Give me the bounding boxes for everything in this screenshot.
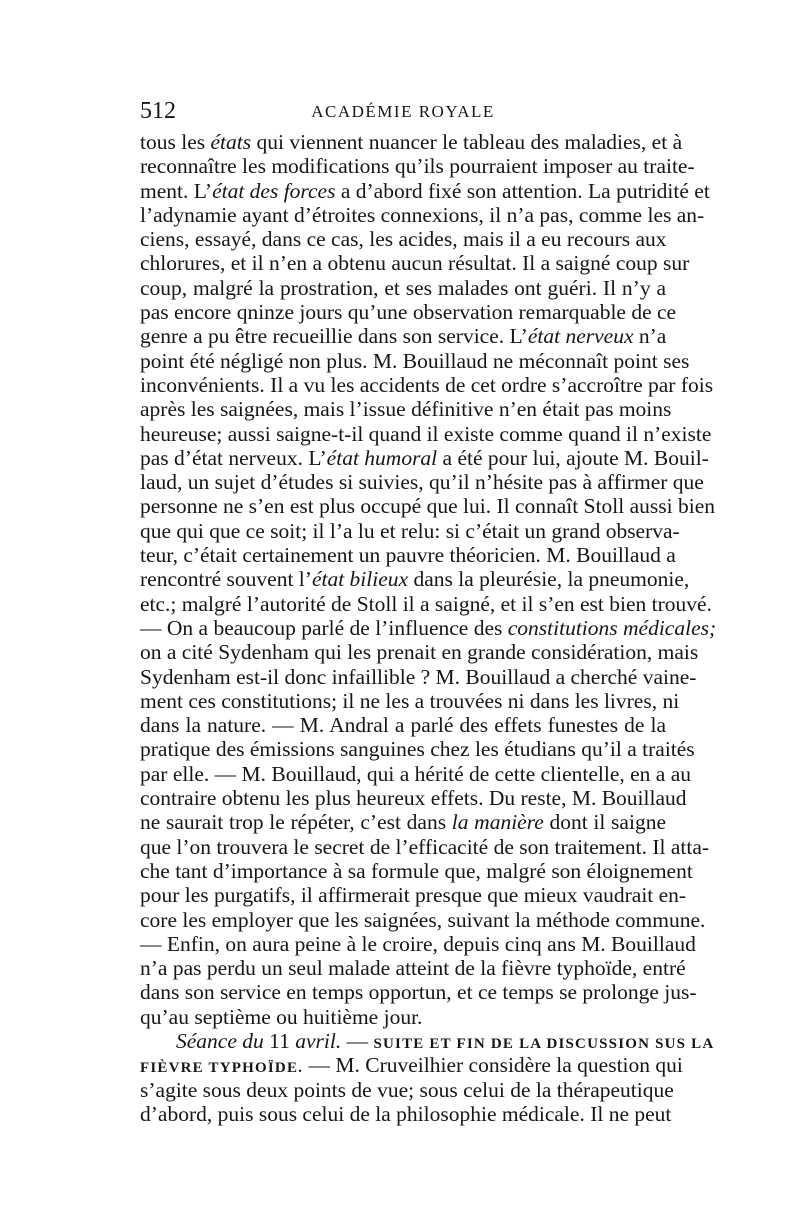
- text-segment: contraire obtenu les plus heureux effets. Du reste, M. Bouillaud: [140, 786, 687, 811]
- text-segment: qu’au septième ou huitième jour.: [140, 1004, 423, 1029]
- text-line: [140, 980, 697, 1005]
- italic-text: état nerveux: [527, 324, 634, 349]
- text-segment: heureuse; aussi saigne-t-il quand il existe comme quand il n’existe: [140, 421, 712, 446]
- text-line: [140, 591, 712, 616]
- text-line: [140, 300, 677, 325]
- text-segment: dont il saigne: [543, 810, 666, 835]
- italic-text: Séance du: [176, 1028, 264, 1053]
- text-line: [140, 786, 687, 811]
- text-line: [140, 883, 687, 908]
- small-caps-heading: SUITE ET FIN DE LA DISCUSSION SUS LA: [373, 1035, 715, 1052]
- text-line: [140, 1005, 666, 1029]
- text-segment: qui viennent nuancer le tableau des maladies, et à: [251, 130, 683, 154]
- text-line: [140, 130, 683, 154]
- text-segment: etc.; malgré l’autorité de Stoll il a saigné, et il s’en est bien trouvé.: [140, 591, 712, 616]
- text-line: [140, 372, 714, 397]
- page-number: 512: [140, 98, 176, 124]
- text-line: [140, 543, 676, 568]
- italic-text: états: [210, 130, 252, 154]
- text-segment: que l’on trouvera le secret de l’efficacité de son traitement. Il atta-: [140, 834, 710, 859]
- text-line: [140, 907, 706, 932]
- text-line: [140, 713, 666, 737]
- text-segment: dans son service en temps opportun, et ce temps se prolonge jus-: [140, 980, 697, 1005]
- text-segment: che tant d’importance à sa formule que, malgré son éloignement: [140, 858, 693, 883]
- text-segment: d’abord, puis sous celui de la philosophie médicale. Il ne peut: [140, 1101, 672, 1126]
- text-line: [140, 518, 680, 543]
- text-line: [140, 494, 715, 519]
- text-segment: pas d’état nerveux. L’: [140, 445, 327, 470]
- text-segment: inconvénients. Il a vu les accidents de cet ordre s’accroître par fois: [140, 372, 714, 397]
- running-head: [140, 96, 666, 130]
- text-line: [140, 397, 672, 422]
- text-segment: 11: [263, 1028, 296, 1053]
- text-segment: reconnaître les modifications qu’ils pourraient imposer au traite-: [140, 154, 695, 179]
- text-segment: —: [341, 1028, 374, 1053]
- text-line: [140, 615, 717, 640]
- text-segment: ciens, essayé, dans ce cas, les acides, mais il a eu recours aux: [140, 227, 667, 252]
- small-caps-heading: FIÈVRE TYPHOÏDE.: [140, 1060, 304, 1077]
- text-segment: n’a: [633, 324, 667, 349]
- text-line: [140, 1053, 683, 1078]
- text-segment: après les saignées, mais l’issue définitive n’en était pas moins: [140, 397, 672, 422]
- text-line: [140, 276, 666, 300]
- text-segment: genre a pu être recueillie dans son service. L’: [140, 324, 528, 349]
- text-segment: tous les: [140, 130, 211, 154]
- text-segment: pas encore qninze jours qu’une observation remarquable de ce: [140, 300, 677, 325]
- text-line: [140, 227, 666, 251]
- text-line: [140, 445, 709, 470]
- text-segment: coup, malgré la prostration, et ses malades ont guéri. Il n’y a: [140, 275, 666, 300]
- text-segment: ne saurait trop le répéter, c’est dans: [140, 810, 452, 835]
- text-segment: n’a pas perdu un seul malade atteint de la fièvre typhoïde, entré: [140, 956, 686, 981]
- text-segment: ment ces constitutions; il ne les a trouvées ni dans les livres, ni: [140, 688, 680, 713]
- text-segment: que qui que ce soit; il l’a lu et relu: si c’était un grand observa-: [140, 518, 680, 543]
- text-line: [140, 664, 697, 689]
- text-segment: — M. Cruveilhier considère la question qui: [303, 1053, 683, 1078]
- text-segment: a été pour lui, ajoute M. Bouil-: [437, 445, 709, 470]
- text-line: [140, 567, 690, 592]
- text-line: [140, 810, 666, 834]
- text-segment: l’adynamie ayant d’étroites connexions, il n’a pas, comme les an-: [140, 202, 705, 227]
- text-line: [140, 858, 693, 883]
- text-line: [140, 421, 712, 446]
- italic-text: état des forces: [212, 178, 336, 203]
- text-segment: personne ne s’en est plus occupé que lui. Il connaît Stoll aussi bien: [140, 494, 715, 519]
- text-segment: core les employer que les saignées, suivant la méthode commune.: [140, 907, 706, 932]
- text-segment: pour les purgatifs, il affirmerait presque que mieux vaudrait en-: [140, 883, 687, 908]
- text-segment: a d’abord fixé son attention. La putridité et: [335, 178, 710, 203]
- text-segment: par elle. — M. Bouillaud, qui a hérité de cette clientelle, en a au: [140, 761, 692, 786]
- text-line: [140, 931, 696, 956]
- text-line: [140, 470, 704, 495]
- text-segment: dans la pleurésie, la pneumonie,: [408, 567, 690, 592]
- text-segment: dans la nature. — M. Andral a parlé des effets funestes de la: [140, 713, 666, 738]
- text-line: [140, 178, 710, 203]
- italic-text: constitutions médicales;: [507, 615, 717, 640]
- text-line: [140, 834, 710, 859]
- text-line: [140, 688, 680, 713]
- running-title: ACADÉMIE ROYALE: [311, 102, 495, 121]
- text-line: [140, 737, 695, 762]
- text-segment: chlorures, et il n’en a obtenu aucun résultat. Il a saigné coup sur: [140, 251, 690, 276]
- text-segment: Sydenham est-il donc infaillible ? M. Bouillaud a cherché vaine-: [140, 664, 697, 689]
- text-line: [140, 640, 699, 665]
- text-segment: s’agite sous deux points de vue; sous celui de la thérapeutique: [140, 1077, 674, 1102]
- text-segment: rencontré souvent l’: [140, 567, 312, 592]
- text-line: [140, 956, 686, 981]
- text-line: [140, 348, 690, 373]
- text-segment: teur, c’était certainement un pauvre théoricien. M. Bouillaud a: [140, 543, 676, 568]
- text-segment: point été négligé non plus. M. Bouillaud ne méconnaît point ses: [140, 348, 690, 373]
- text-segment: pratique des émissions sanguines chez les étudians qu’il a traités: [140, 737, 695, 762]
- italic-text: la manière: [451, 810, 544, 835]
- text-segment: — On a beaucoup parlé de l’influence des: [140, 615, 508, 640]
- italic-text: avril.: [295, 1028, 342, 1053]
- text-line: [140, 324, 666, 348]
- book-page: [140, 96, 717, 1126]
- italic-text: état humoral: [326, 445, 438, 470]
- text-line: [140, 154, 695, 179]
- text-segment: ment. L’: [140, 178, 213, 203]
- text-segment: on a cité Sydenham qui les prenait en grande considération, mais: [140, 640, 699, 665]
- text-line: [140, 761, 692, 786]
- text-line: [140, 1101, 672, 1126]
- text-line: [140, 251, 690, 276]
- text-line: [140, 1077, 674, 1102]
- body-text: [140, 130, 717, 1126]
- text-segment: laud, un sujet d’études si suivies, qu’il n’hésite pas à affirmer que: [140, 470, 704, 495]
- text-segment: — Enfin, on aura peine à le croire, depuis cinq ans M. Bouillaud: [140, 931, 696, 956]
- text-line: [140, 1028, 715, 1053]
- italic-text: état bilieux: [311, 567, 409, 592]
- text-line: [140, 202, 705, 227]
